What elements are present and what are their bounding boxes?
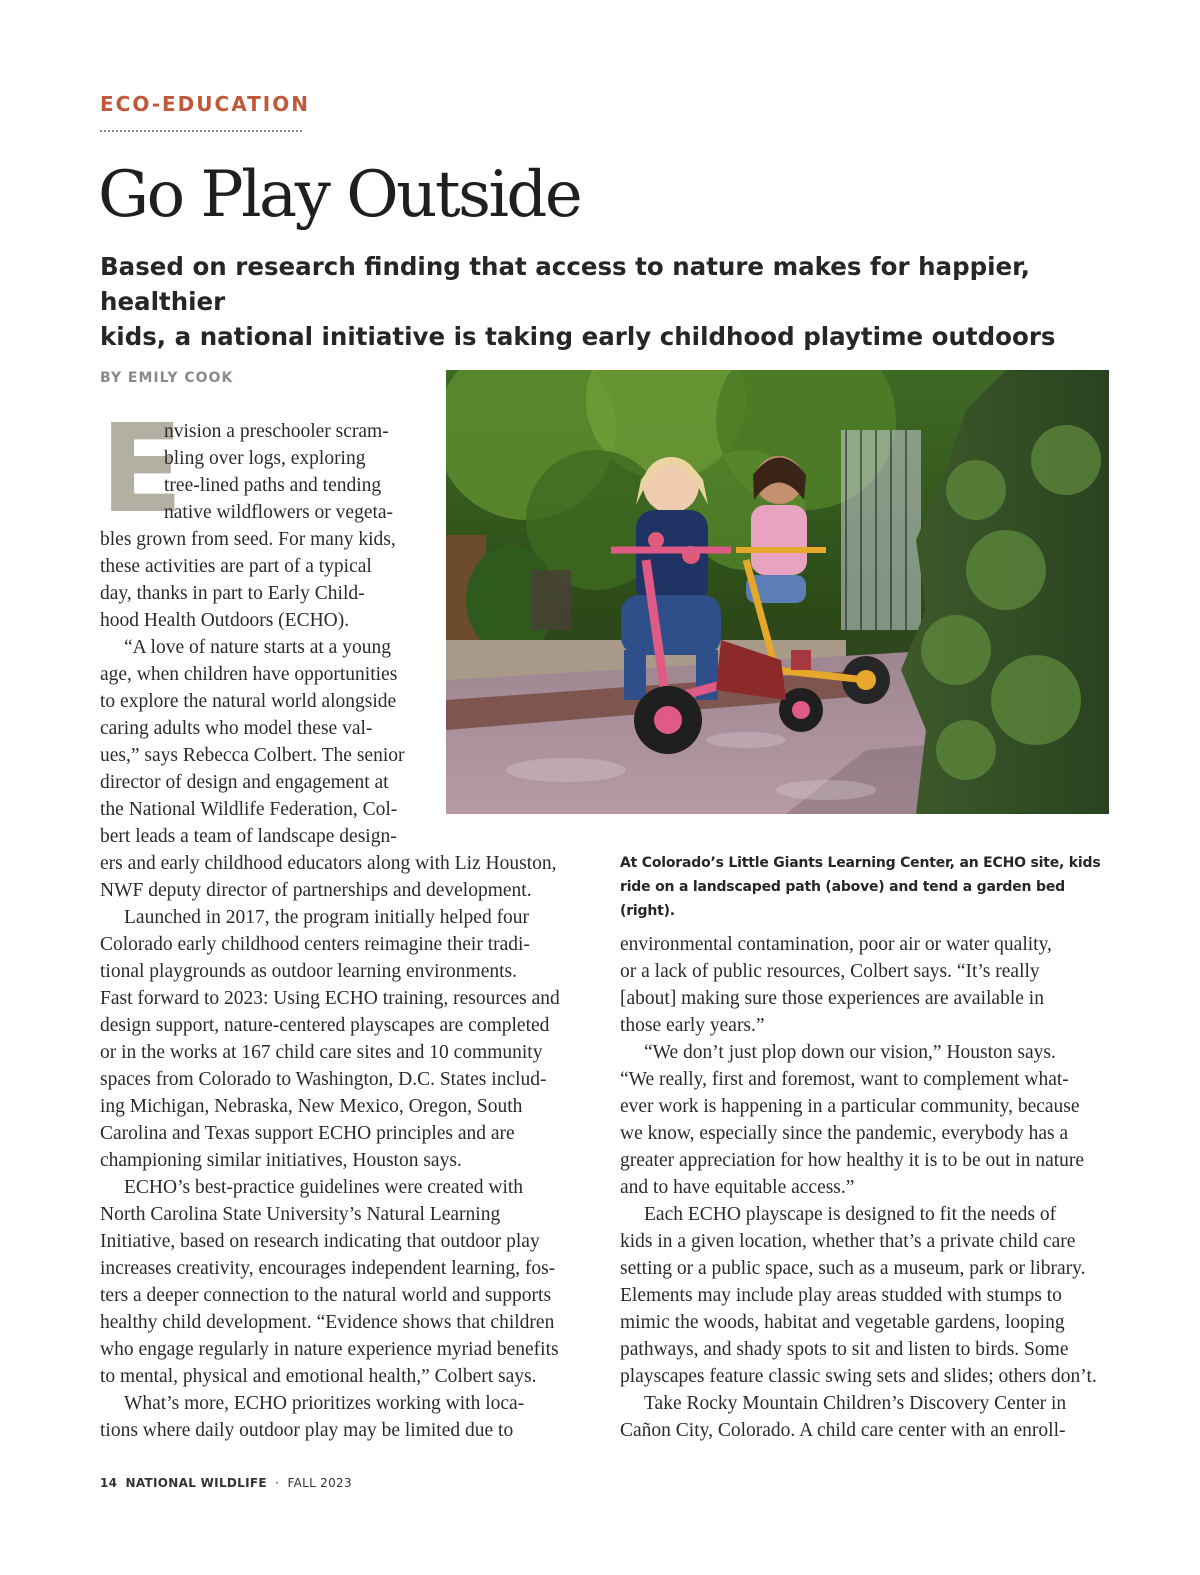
footer-separator: ·	[275, 1476, 280, 1490]
text-line: Cañon City, Colorado. A child care center with an enroll-	[620, 1420, 1066, 1441]
text-line: Fast forward to 2023: Using ECHO training, resources and	[100, 988, 560, 1009]
text-line: increases creativity, encourages independent learning, fos-	[100, 1258, 556, 1279]
text-line: ever work is happening in a particular community, because	[620, 1096, 1080, 1117]
text-line: Take Rocky Mountain Children’s Discovery Center in	[644, 1393, 1067, 1414]
text-line: What’s more, ECHO prioritizes working with loca-	[124, 1393, 525, 1414]
left-column	[100, 850, 560, 1444]
text-line: “We really, first and foremost, want to complement what-	[620, 1069, 1069, 1090]
text-line: Initiative, based on research indicating that outdoor play	[100, 1231, 540, 1252]
text-line: bles grown from seed. For many kids,	[100, 529, 396, 550]
text-line: healthy child development. “Evidence shows that children	[100, 1312, 555, 1333]
text-line: ues,” says Rebecca Colbert. The senior	[100, 745, 405, 766]
text-line: to explore the natural world alongside	[100, 691, 397, 712]
subtitle-line: kids, a national initiative is taking early childhood playtime outdoors	[100, 322, 1056, 351]
text-line: bling over logs, exploring	[164, 448, 366, 469]
caption-line: At Colorado’s Little Giants Learning Center, an ECHO site, kids	[620, 855, 1101, 871]
drop-cap: E	[100, 398, 184, 540]
text-line: tional playgrounds as outdoor learning environments.	[100, 961, 518, 982]
text-line: or in the works at 167 child care sites and 10 community	[100, 1042, 543, 1063]
byline: BY EMILY COOK	[100, 370, 234, 386]
section-label: ECO-EDUCATION	[100, 92, 310, 116]
text-line: day, thanks in part to Early Child-	[100, 583, 365, 604]
text-line: caring adults who model these val-	[100, 718, 373, 739]
text-line: age, when children have opportunities	[100, 664, 398, 685]
text-line: nvision a preschooler scram-	[164, 421, 389, 442]
subtitle-line: Based on research finding that access to nature makes for happier, healthier	[100, 252, 1030, 316]
text-line: “We don’t just plop down our vision,” Houston says.	[644, 1042, 1056, 1063]
text-line: greater appreciation for how healthy it is to be out in nature	[620, 1150, 1085, 1171]
text-line: or a lack of public resources, Colbert says. “It’s really	[620, 961, 1040, 982]
text-line: design support, nature-centered playscapes are completed	[100, 1015, 550, 1036]
narrow-column	[100, 526, 405, 850]
article-subtitle	[100, 249, 1100, 354]
text-line: hood Health Outdoors (ECHO).	[100, 610, 350, 631]
text-line: native wildflowers or vegeta-	[164, 502, 394, 523]
text-line: we know, especially since the pandemic, everybody has a	[620, 1123, 1069, 1144]
page-footer	[100, 1476, 352, 1490]
text-line: pathways, and shady spots to sit and listen to birds. Some	[620, 1339, 1069, 1360]
section-divider	[100, 130, 302, 132]
text-line: Launched in 2017, the program initially helped four	[124, 907, 530, 928]
issue-date: FALL 2023	[287, 1476, 352, 1490]
text-line: “A love of nature starts at a young	[124, 637, 391, 658]
caption-line: ride on a landscaped path (above) and tend a garden bed (right).	[620, 879, 1065, 919]
text-line: spaces from Colorado to Washington, D.C. States includ-	[100, 1069, 547, 1090]
photo-illustration	[446, 370, 1109, 814]
text-line: tions where daily outdoor play may be limited due to	[100, 1420, 514, 1441]
text-line: ters a deeper connection to the natural world and supports	[100, 1285, 552, 1306]
text-line: tree-lined paths and tending	[164, 475, 382, 496]
text-line: director of design and engagement at	[100, 772, 389, 793]
text-line: Each ECHO playscape is designed to fit the needs of	[644, 1204, 1057, 1225]
text-line: to mental, physical and emotional health,” Colbert says.	[100, 1366, 537, 1387]
text-line: bert leads a team of landscape design-	[100, 826, 397, 847]
text-line: Colorado early childhood centers reimagine their tradi-	[100, 934, 530, 955]
text-line: kids in a given location, whether that’s a private child care	[620, 1231, 1076, 1252]
article-photo	[446, 370, 1109, 814]
text-line: Elements may include play areas studded with stumps to	[620, 1285, 1062, 1306]
text-line: mimic the woods, habitat and vegetable gardens, looping	[620, 1312, 1065, 1333]
text-line: who engage regularly in nature experience myriad benefits	[100, 1339, 559, 1360]
text-line: those early years.”	[620, 1015, 765, 1036]
text-line: these activities are part of a typical	[100, 556, 372, 577]
text-line: and to have equitable access.”	[620, 1177, 855, 1198]
text-line: the National Wildlife Federation, Col-	[100, 799, 398, 820]
magazine-name: NATIONAL WILDLIFE	[125, 1476, 267, 1490]
text-line: ing Michigan, Nebraska, New Mexico, Oregon, South	[100, 1096, 523, 1117]
text-line: ECHO’s best-practice guidelines were created with	[124, 1177, 524, 1198]
page-number: 14	[100, 1476, 118, 1490]
text-line: NWF deputy director of partnerships and development.	[100, 880, 532, 901]
dropcap-paragraph	[164, 418, 393, 526]
text-line: playscapes feature classic swing sets and slides; others don’t.	[620, 1366, 1097, 1387]
photo-caption	[620, 851, 1110, 923]
article-title: Go Play Outside	[98, 158, 581, 232]
text-line: setting or a public space, such as a museum, park or library.	[620, 1258, 1086, 1279]
text-line: championing similar initiatives, Houston says.	[100, 1150, 462, 1171]
text-line: North Carolina State University’s Natural Learning	[100, 1204, 501, 1225]
right-column	[620, 931, 1097, 1444]
text-line: environmental contamination, poor air or water quality,	[620, 934, 1052, 955]
text-line: ers and early childhood educators along with Liz Houston,	[100, 853, 557, 874]
text-line: Carolina and Texas support ECHO principles and are	[100, 1123, 515, 1144]
text-line: [about] making sure those experiences are available in	[620, 988, 1044, 1009]
